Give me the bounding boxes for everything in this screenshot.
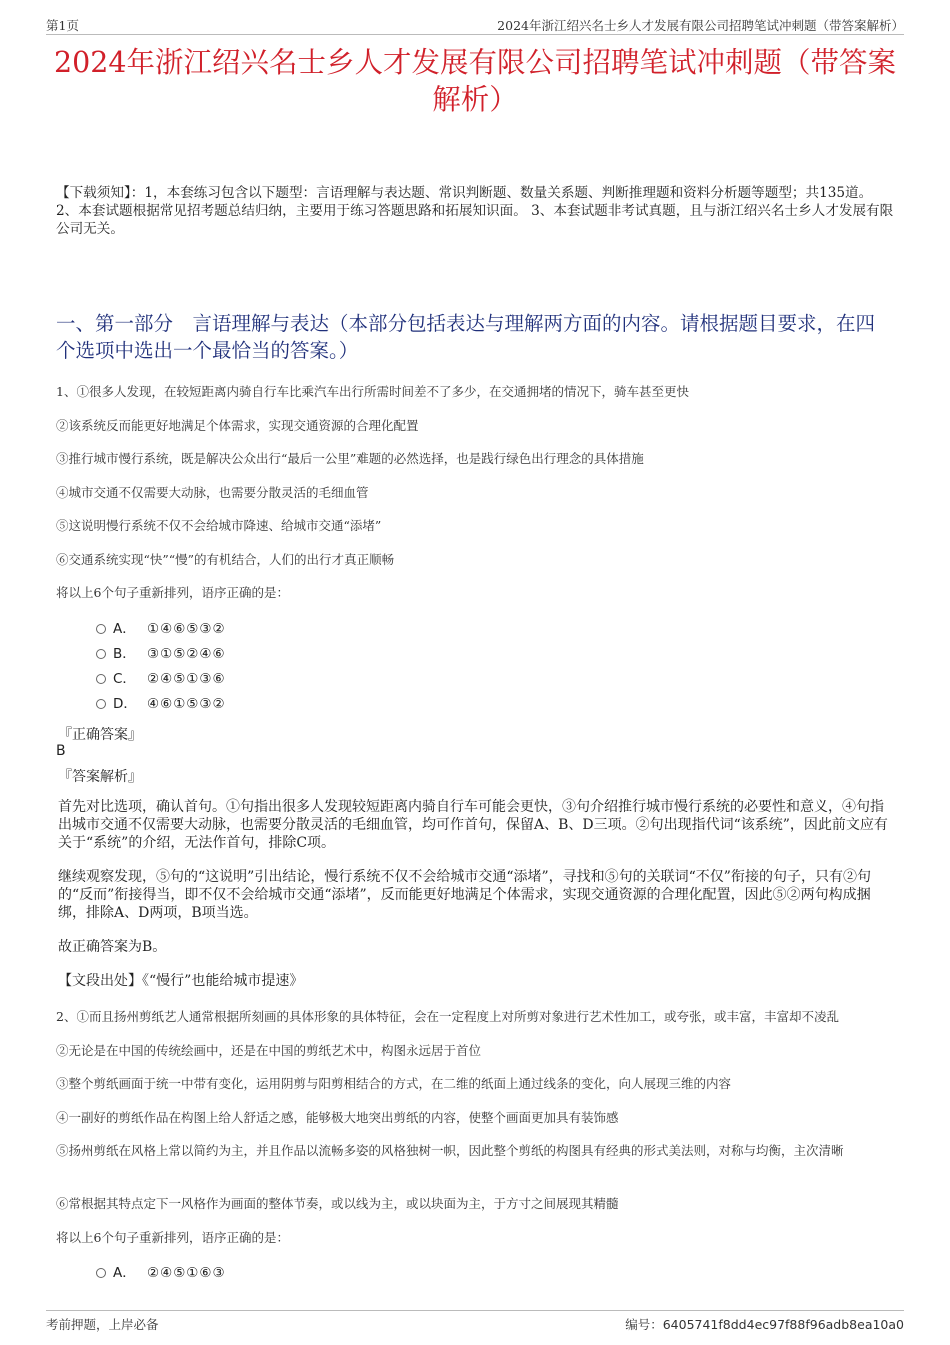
q2-sentence-1: 2、①而且扬州剪纸艺人通常根据所刻画的具体形象的具体特征，会在一定程度上对所剪对象进行艺术性加工，或夸张，或丰富，丰富却不凌乱: [56, 1009, 839, 1024]
section-heading: 一、第一部分 言语理解与表达（本部分包括表达与理解两方面的内容。请根据题目要求，在四个选项中选出一个最恰当的答案。）: [56, 312, 876, 362]
q1-sentence-3: ③推行城市慢行系统，既是解决公众出行“最后一公里”难题的必然选择，也是践行绿色出行理念的具体措施: [56, 451, 644, 466]
radio-icon[interactable]: [96, 699, 106, 709]
q2-option-a[interactable]: A． ②④⑤①⑥③: [96, 1263, 226, 1283]
source-note: 【文段出处】《“慢行”也能给城市提速》: [58, 973, 304, 989]
radio-icon[interactable]: [96, 1268, 106, 1278]
q2-sentence-6: ⑥常根据其特点定下一风格作为画面的整体节奏，或以线为主，或以块面为主，于方寸之间展现其精髓: [56, 1196, 619, 1211]
radio-icon[interactable]: [96, 624, 106, 634]
document-code: 编号：6405741f8dd4ec97f88f96adb8ea10a0: [625, 1317, 904, 1332]
analysis-paragraph-2: 继续观察发现，⑤句的“这说明”引出结论，慢行系统不仅不会给城市交通“添堵”，寻找和⑤句的关联词“不仅”衔接的句子，只有②句的“反而”衔接得当，即不仅不会给城市交通“添堵”，反而能更好地满足个体需求，实现交通资源的合理化配置，因此⑤②两句构成捆绑，排除A、D两项，B项当选。: [58, 869, 871, 921]
q2-prompt: 将以上6个句子重新排列，语序正确的是：: [56, 1230, 289, 1245]
page-number: 第1页: [46, 18, 79, 33]
q1-sentence-6: ⑥交通系统实现“快”“慢”的有机结合，人们的出行才真正顺畅: [56, 552, 395, 567]
analysis-paragraph-1: 首先对比选项，确认首句。①句指出很多人发现较短距离内骑自行车可能会更快，③句介绍推行城市慢行系统的必要性和意义，④句指出城市交通不仅需要大动脉，也需要分散灵活的毛细血管，均可作首句，保留A、B、D三项。②句出现指代词“该系统”，因此前文应有关于“系统”的介绍，无法作首句，排除C项。: [58, 799, 888, 851]
q1-sentence-4: ④城市交通不仅需要大动脉，也需要分散灵活的毛细血管: [56, 485, 369, 500]
q2-sentence-3: ③整个剪纸画面于统一中带有变化，运用阴剪与阳剪相结合的方式，在二维的纸面上通过线条的变化，向人展现三维的内容: [56, 1076, 732, 1091]
q1-option-a[interactable]: A． ①④⑥⑤③②: [96, 619, 226, 639]
q1-sentence-5: ⑤这说明慢行系统不仅不会给城市降速、给城市交通“添堵”: [56, 518, 382, 533]
radio-icon[interactable]: [96, 674, 106, 684]
answer-label: 『正确答案』: [58, 727, 142, 743]
header-doc-title: 2024年浙江绍兴名士乡人才发展有限公司招聘笔试冲刺题（带答案解析）: [497, 18, 904, 33]
page-footer: [46, 1310, 904, 1333]
download-notice: 【下载须知】：1，本套练习包含以下题型：言语理解与表达题、常识判断题、数量关系题、判断推理题和资料分析题等题型；共135道。 2、本套试题根据常见招考题总结归纳，主要用于练习答题思路和拓展知识面。 3、本套试题非考试真题，且与浙江绍兴名士乡人才发展有限公司无关。: [56, 185, 894, 237]
q1-sentence-2: ②该系统反而能更好地满足个体需求，实现交通资源的合理化配置: [56, 418, 419, 433]
analysis-label: 『答案解析』: [58, 769, 142, 785]
q2-sentence-2: ②无论是在中国的传统绘画中，还是在中国的剪纸艺术中，构图永远居于首位: [56, 1043, 482, 1058]
radio-icon[interactable]: [96, 649, 106, 659]
q1-option-b[interactable]: B． ③①⑤②④⑥: [96, 644, 226, 664]
answer-value: B: [56, 743, 66, 759]
q1-sentence-1: 1、①很多人发现，在较短距离内骑自行车比乘汽车出行所需时间差不了多少，在交通拥堵的情况下，骑车甚至更快: [56, 384, 689, 399]
analysis-conclusion: 故正确答案为B。: [58, 939, 167, 955]
footer-slogan: 考前押题，上岸必备: [46, 1317, 159, 1332]
document-title: 2024年浙江绍兴名士乡人才发展有限公司招聘笔试冲刺题（带答案解析）: [53, 46, 897, 116]
q2-sentence-4: ④一副好的剪纸作品在构图上给人舒适之感，能够极大地突出剪纸的内容，使整个画面更加具有装饰感: [56, 1110, 619, 1125]
q1-option-c[interactable]: C． ②④⑤①③⑥: [96, 669, 226, 689]
q1-prompt: 将以上6个句子重新排列，语序正确的是：: [56, 585, 289, 600]
q2-sentence-5: ⑤扬州剪纸在风格上常以简约为主，并且作品以流畅多姿的风格独树一帜，因此整个剪纸的构图具有经典的形式美法则，对称与均衡，主次清晰: [56, 1143, 844, 1158]
page-header: [46, 14, 904, 35]
q1-option-d[interactable]: D． ④⑥①⑤③②: [96, 694, 226, 714]
